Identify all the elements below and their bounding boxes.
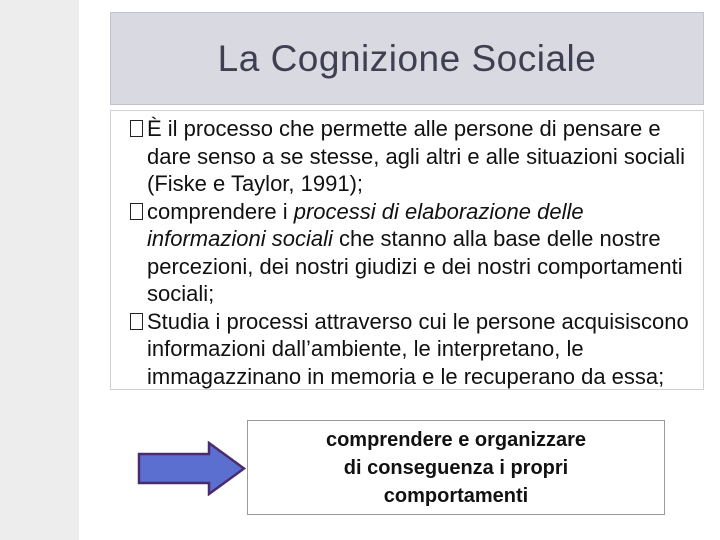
- bullet-list: [130, 115, 700, 390]
- bullet-box-icon: [130, 313, 143, 330]
- conclusion-callout: [247, 420, 665, 515]
- bullet-2-segment-1: comprendere i: [147, 198, 294, 224]
- right-arrow-icon: [137, 441, 247, 496]
- callout-text: comprendere e organizzare di conseguenza i propri comportamenti: [325, 428, 587, 507]
- slide-title: La Cognizione Sociale: [217, 37, 597, 79]
- bullet-item-2: [130, 198, 700, 308]
- bullet-3-segment-1: Studia i processi attraverso cui le persone acquisiscono informazioni dall’ambiente, le interpretano, le immagazzinano in memoria e le recuperano da essa;: [147, 308, 689, 389]
- bullet-2-italic-segment: processi di elaborazione delle informazioni sociali: [147, 198, 584, 251]
- bullet-text-3: [147, 308, 700, 391]
- bullet-text-1: [147, 115, 700, 198]
- bullet-item-3: [130, 308, 700, 391]
- bullet-2-segment-3: che stanno alla base delle nostre percezioni, dei nostri giudizi e dei nostri comportamenti sociali;: [147, 226, 683, 306]
- title-banner: [110, 12, 704, 105]
- bullet-box-icon: [130, 203, 143, 220]
- bullet-item-1: [130, 115, 700, 198]
- left-decorative-strip: [0, 0, 79, 540]
- bullet-box-icon: [130, 120, 143, 137]
- bullet-text-2: [147, 198, 700, 308]
- bullet-1-segment-1: È il processo che permette alle persone di pensare e dare senso a se stesse, agli altri e alle situazioni sociali (Fiske e Taylor, 1991);: [147, 116, 686, 196]
